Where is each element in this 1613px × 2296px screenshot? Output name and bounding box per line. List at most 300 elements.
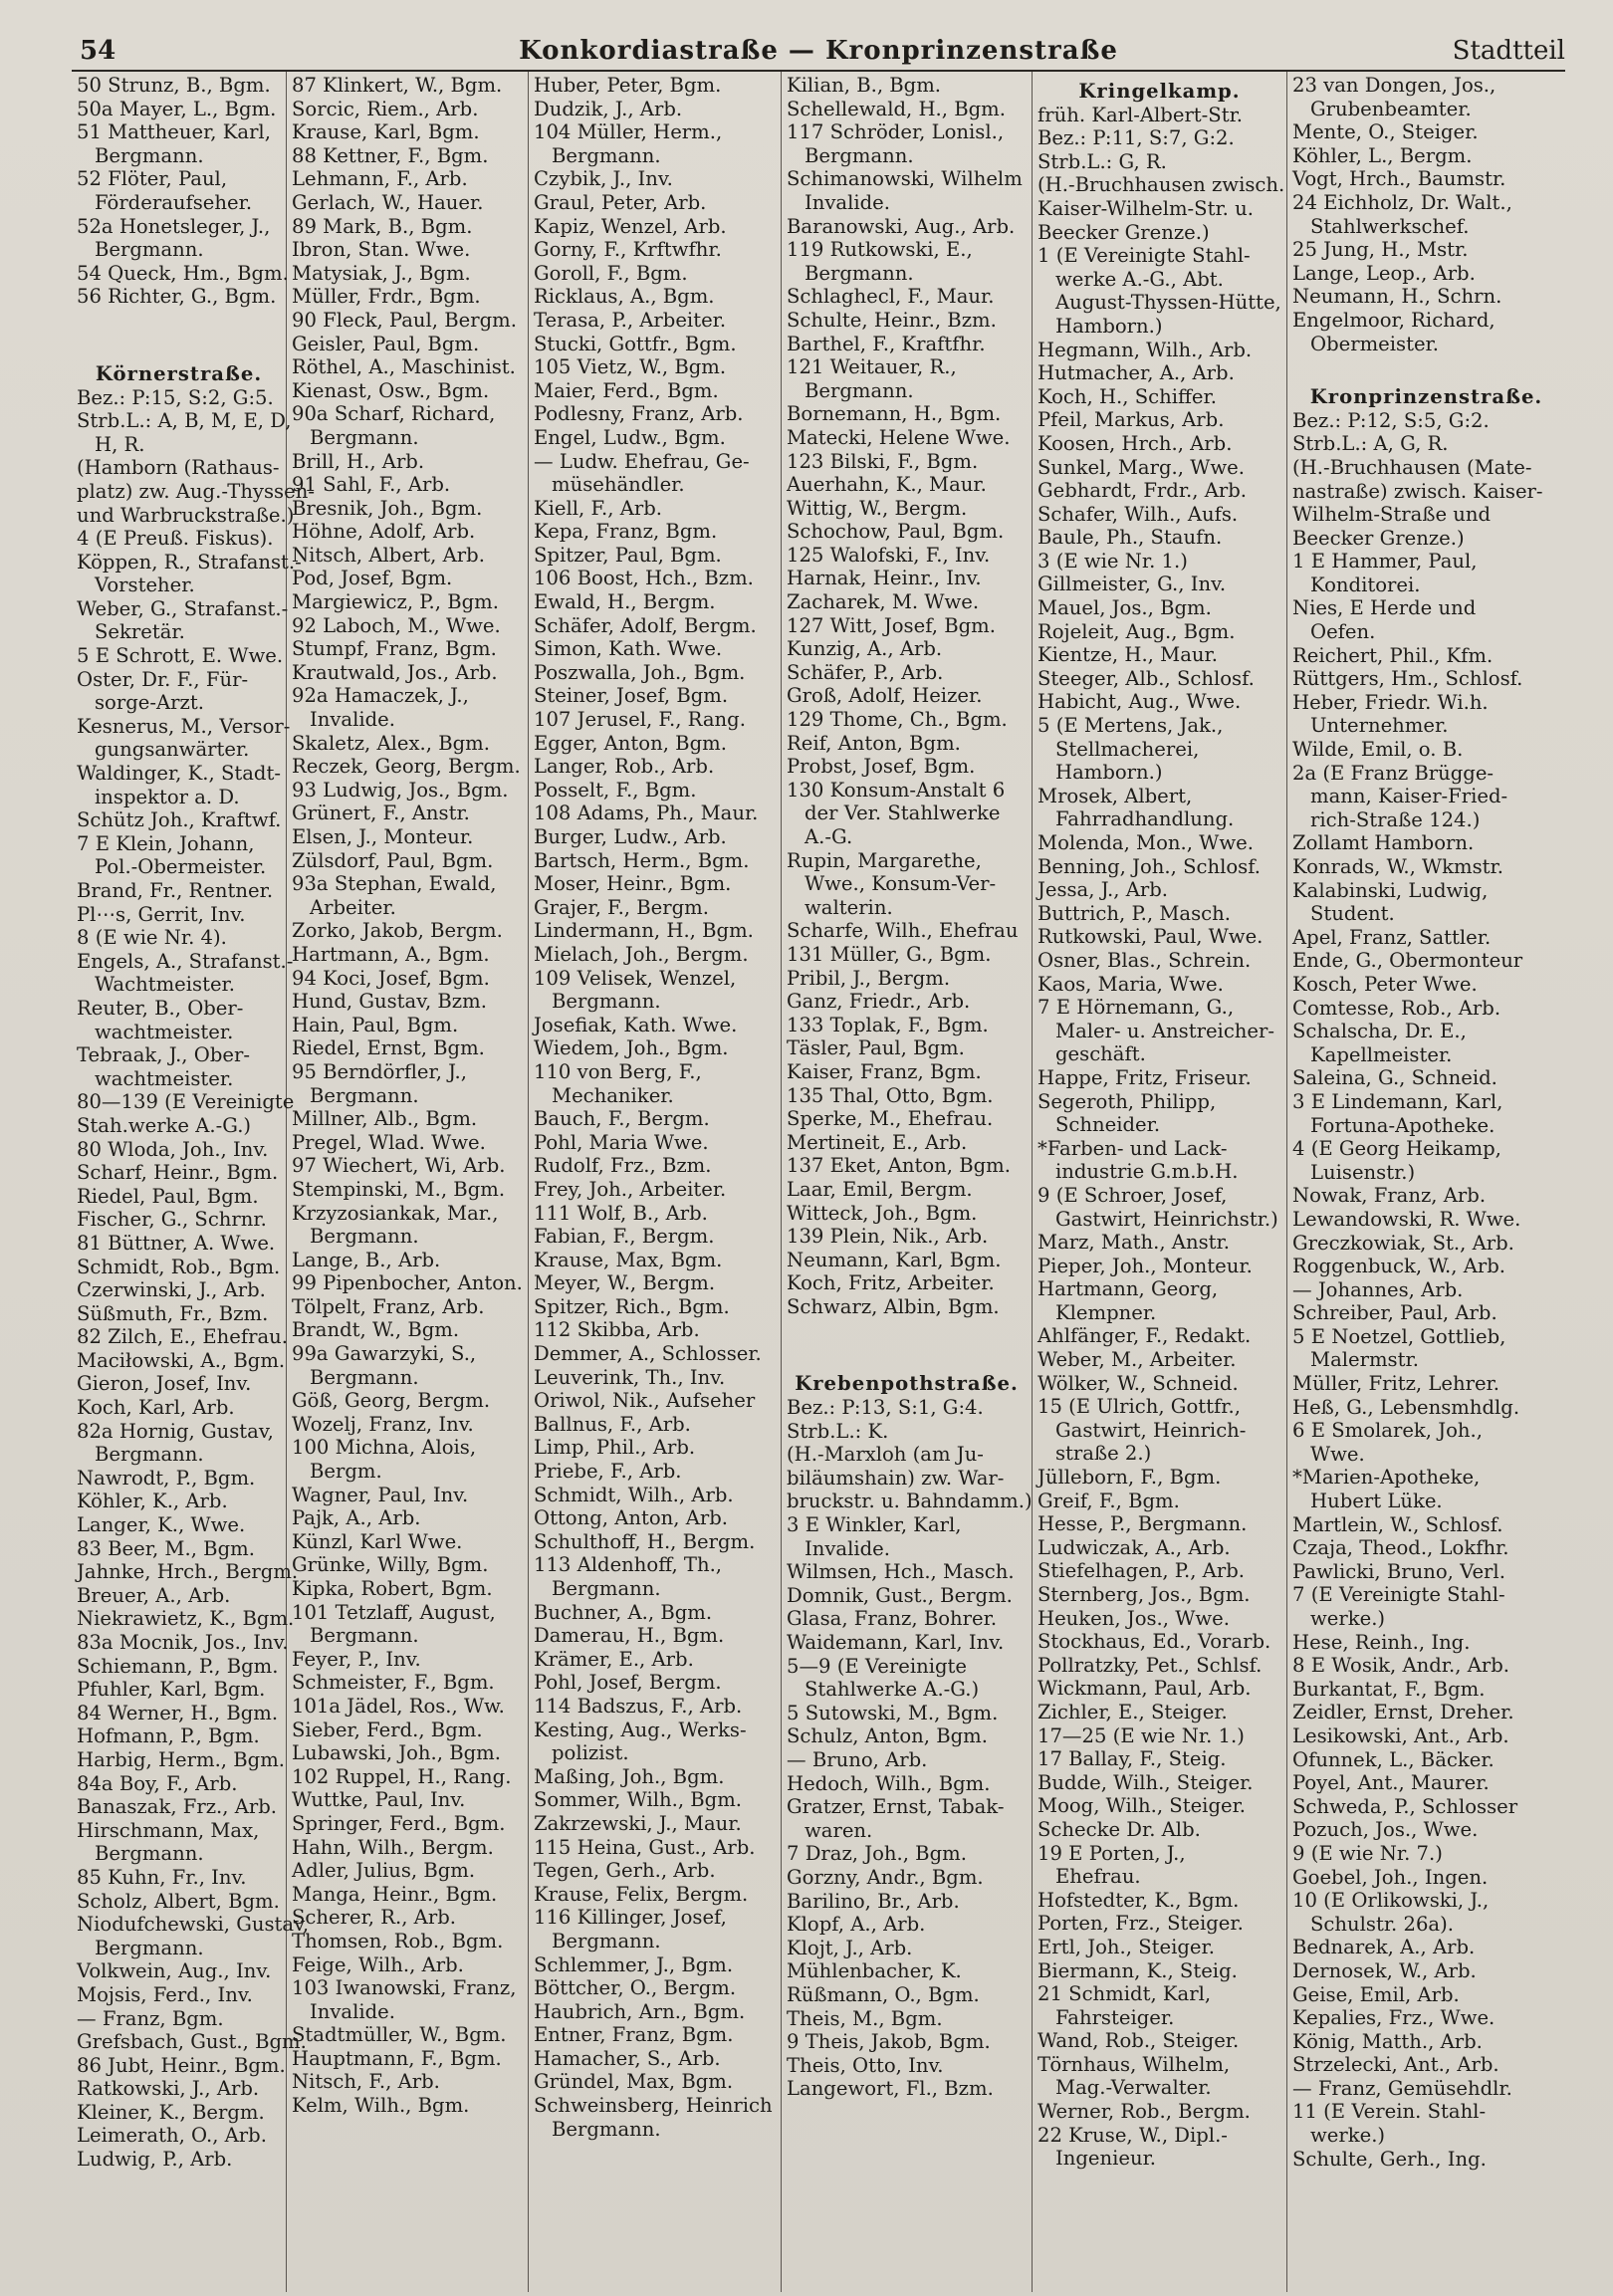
directory-entry: Ludwig, P., Arb.	[77, 2148, 233, 2172]
entry-continuation: Bergmann.	[95, 1443, 204, 1467]
directory-entry: Kiell, F., Arb.	[534, 496, 663, 520]
directory-entry: Krause, Felix, Bergm.	[534, 1882, 749, 1906]
directory-entry: Grajer, F., Bergm.	[534, 895, 709, 919]
directory-entry: Spitzer, Paul, Bgm.	[534, 543, 722, 567]
directory-entry: Kepalies, Frz., Wwe.	[1292, 2006, 1496, 2030]
directory-entry: Ottong, Anton, Arb.	[534, 1506, 729, 1530]
directory-entry: 127 Witt, Josef, Bgm.	[787, 613, 996, 637]
directory-entry: Geisler, Paul, Bgm.	[292, 332, 480, 355]
directory-entry: Meyer, W., Bergm.	[534, 1271, 716, 1295]
directory-entry: Heber, Friedr. Wi.h.	[1292, 690, 1489, 714]
directory-entry: Volkwein, Aug., Inv.	[77, 1959, 272, 1983]
directory-entry: Kunzig, A., Arb.	[787, 637, 943, 661]
directory-entry: früh. Karl-Albert-Str.	[1037, 103, 1244, 126]
directory-entry: Sommer, Wilh., Bgm.	[534, 1788, 743, 1812]
directory-entry: Schmidt, Rob., Bgm.	[77, 1255, 281, 1278]
directory-entry: 101 Tetzlaff, August,	[292, 1600, 496, 1624]
directory-entry: Priebe, F., Arb.	[534, 1460, 682, 1484]
entry-continuation: Bergmann.	[805, 378, 914, 402]
directory-entry: 129 Thome, Ch., Bgm.	[787, 708, 1008, 732]
directory-entry: 92a Hamaczek, J.,	[292, 684, 469, 708]
directory-entry: Schlaghecl, F., Maur.	[787, 285, 995, 309]
entry-continuation: Bergmann.	[805, 143, 914, 167]
directory-entry: Theis, Otto, Inv.	[787, 2053, 944, 2077]
directory-entry: Pfuhler, Karl, Bgm.	[77, 1678, 266, 1702]
directory-entry: 6 E Smolarek, Joh.,	[1292, 1419, 1483, 1443]
street-heading: Kringelkamp.	[1078, 80, 1241, 103]
directory-entry: Schmidt, Wilh., Arb.	[534, 1483, 734, 1506]
directory-entry: Harnak, Heinr., Inv.	[787, 567, 982, 590]
directory-entry: Pohl, Josef, Bergm.	[534, 1671, 722, 1695]
entry-continuation: wachtmeister.	[95, 1066, 234, 1090]
directory-entry: Porten, Frz., Steiger.	[1037, 1912, 1244, 1936]
directory-entry: Röthel, A., Maschinist.	[292, 355, 516, 379]
directory-entry: 91 Sahl, F., Arb.	[292, 473, 451, 497]
entry-continuation: A.-G.	[805, 825, 853, 848]
directory-entry: Koch, Karl, Arb.	[77, 1396, 235, 1420]
directory-entry: Podlesny, Franz, Arb.	[534, 402, 744, 426]
directory-entry: Hutmacher, A., Arb.	[1037, 361, 1235, 385]
directory-entry: 8 E Wosik, Andr., Arb.	[1292, 1654, 1509, 1678]
directory-entry: Scharfe, Wilh., Ehefrau	[787, 919, 1019, 943]
entry-continuation: Bergmann.	[95, 238, 204, 262]
directory-entry: Zollamt Hamborn.	[1292, 831, 1475, 855]
directory-entry: Kaiser, Franz, Bgm.	[787, 1059, 982, 1083]
directory-entry: 51 Mattheuer, Karl,	[77, 120, 271, 144]
directory-entry: Jülleborn, F., Bgm.	[1037, 1466, 1222, 1490]
directory-entry: 130 Konsum-Anstalt 6	[787, 778, 1006, 802]
directory-entry: Lindermann, H., Bgm.	[534, 919, 754, 943]
directory-entry: (H.-Bruchhausen zwisch.	[1037, 173, 1285, 197]
directory-entry: Saleina, G., Schneid.	[1292, 1066, 1498, 1090]
directory-entry: Schweinsberg, Heinrich	[534, 2094, 773, 2118]
directory-entry: Terasa, P., Arbeiter.	[534, 308, 727, 332]
directory-entry: Krause, Karl, Bgm.	[292, 120, 480, 144]
directory-entry: Wozelj, Franz, Inv.	[292, 1412, 474, 1436]
directory-entry: Grünert, F., Anstr.	[292, 802, 470, 825]
directory-entry: 85 Kuhn, Fr., Inv.	[77, 1865, 247, 1889]
entry-continuation: rich-Straße 124.)	[1310, 807, 1481, 831]
entry-continuation: August-Thyssen-Hütte,	[1055, 291, 1281, 315]
directory-entry: Witteck, Joh., Bgm.	[787, 1201, 978, 1225]
directory-entry: 93a Stephan, Ewald,	[292, 872, 497, 896]
directory-entry: 7 (E Vereinigte Stahl-	[1292, 1583, 1505, 1607]
entry-continuation: waren.	[805, 1818, 873, 1842]
directory-entry: 114 Badszus, F., Arb.	[534, 1694, 743, 1718]
directory-entry: 50 Strunz, B., Bgm.	[77, 74, 271, 97]
directory-entry: Ende, G., Obermonteur	[1292, 949, 1523, 973]
directory-entry: biläumshain) zw. War-	[787, 1466, 1005, 1490]
directory-entry: Barilino, Br., Arb.	[787, 1889, 960, 1913]
directory-entry: 89 Mark, B., Bgm.	[292, 214, 473, 238]
directory-entry: Happe, Fritz, Friseur.	[1037, 1065, 1252, 1089]
directory-entry: Bartsch, Herm., Bgm.	[534, 848, 750, 872]
directory-entry: Barthel, F., Kraftfhr.	[787, 332, 986, 355]
directory-columns	[72, 72, 1565, 2292]
directory-entry: Stiefelhagen, P., Arb.	[1037, 1559, 1245, 1583]
directory-entry: Köppen, R., Strafanst.-	[77, 550, 302, 574]
directory-entry: Schütz Joh., Kraftwf.	[77, 808, 282, 832]
directory-entry: Brandt, W., Bgm.	[292, 1318, 460, 1342]
directory-entry: Stockhaus, Ed., Vorarb.	[1037, 1630, 1271, 1654]
directory-entry: Frey, Joh., Arbeiter.	[534, 1177, 727, 1201]
directory-entry: Harbig, Herm., Bgm.	[77, 1747, 286, 1771]
directory-entry: Haubrich, Arn., Bgm.	[534, 1999, 746, 2023]
directory-entry: Böttcher, O., Bergm.	[534, 1976, 737, 2000]
directory-entry: Habicht, Aug., Wwe.	[1037, 690, 1242, 714]
directory-entry: Budde, Wilh., Steiger.	[1037, 1770, 1254, 1794]
directory-entry: Probst, Josef, Bgm.	[787, 755, 976, 779]
entry-continuation: Oefen.	[1310, 620, 1376, 644]
directory-entry: 135 Thal, Otto, Bgm.	[787, 1083, 994, 1107]
column-2	[287, 72, 529, 2292]
directory-entry: Krzyzosiankak, Mar.,	[292, 1201, 499, 1225]
directory-entry: Engelmoor, Richard,	[1292, 308, 1496, 332]
directory-entry: Reif, Anton, Bgm.	[787, 731, 961, 755]
directory-entry: Poszwalla, Joh., Bgm.	[534, 660, 746, 684]
directory-entry: Schellewald, H., Bgm.	[787, 97, 1006, 120]
directory-entry: 88 Kettner, F., Bgm.	[292, 143, 489, 167]
entry-continuation: Invalide.	[805, 190, 891, 214]
directory-entry: Ludwiczak, A., Arb.	[1037, 1535, 1231, 1559]
directory-entry: Pieper, Joh., Monteur.	[1037, 1254, 1253, 1277]
directory-entry: Koch, Fritz, Arbeiter.	[787, 1271, 995, 1295]
directory-entry: Weber, G., Strafanst.-	[77, 596, 289, 620]
directory-entry: Moog, Wilh., Steiger.	[1037, 1794, 1247, 1818]
directory-entry: Lesikowski, Ant., Arb.	[1292, 1723, 1509, 1747]
directory-entry: Kelm, Wilh., Bgm.	[292, 2094, 470, 2118]
directory-entry: Steiner, Josef, Bgm.	[534, 684, 729, 708]
entry-continuation: inspektor a. D.	[95, 785, 240, 808]
directory-entry: Damerau, H., Bgm.	[534, 1624, 725, 1648]
directory-entry: 87 Klinkert, W., Bgm.	[292, 74, 503, 97]
directory-entry: 23 van Dongen, Jos.,	[1292, 74, 1497, 97]
directory-entry: Hain, Paul, Bgm.	[292, 1013, 459, 1036]
entry-continuation: Stahlwerke A.-G.)	[805, 1678, 980, 1702]
entry-continuation: Ehefrau.	[1055, 1865, 1141, 1889]
directory-entry: Müller, Fritz, Lehrer.	[1292, 1372, 1499, 1396]
directory-entry: 3 (E wie Nr. 1.)	[1037, 549, 1188, 573]
directory-entry: Rutkowski, Paul, Wwe.	[1037, 925, 1264, 949]
spacer	[787, 1342, 1027, 1366]
directory-entry: Mente, O., Steiger.	[1292, 120, 1479, 144]
directory-entry: Pohl, Maria Wwe.	[534, 1130, 709, 1154]
directory-entry: Rüttgers, Hm., Schlosf.	[1292, 667, 1523, 691]
entry-continuation: Gastwirt, Heinrichstr.)	[1055, 1207, 1278, 1231]
directory-entry: Baranowski, Aug., Arb.	[787, 214, 1016, 238]
directory-entry: Lange, B., Arb.	[292, 1248, 441, 1271]
directory-entry: bruckstr. u. Bahndamm.)	[787, 1490, 1033, 1513]
directory-entry: Wiedem, Joh., Bgm.	[534, 1036, 729, 1060]
directory-entry: — Johannes, Arb.	[1292, 1277, 1464, 1301]
directory-entry: Bez.: P:13, S:1, G:4.	[787, 1396, 984, 1420]
directory-entry: 97 Wiechert, Wi, Arb.	[292, 1154, 506, 1178]
directory-entry: Weber, M., Arbeiter.	[1037, 1348, 1237, 1372]
directory-entry: Stempinski, M., Bgm.	[292, 1177, 506, 1201]
directory-entry: Stah.werke A.-G.)	[77, 1113, 252, 1137]
entry-continuation: Bergmann.	[552, 2117, 661, 2141]
directory-entry: Oster, Dr. F., Für-	[77, 667, 249, 691]
directory-entry: Ballnus, F., Arb.	[534, 1412, 691, 1436]
directory-entry: Wickmann, Paul, Arb.	[1037, 1677, 1252, 1701]
entry-continuation: Schneider.	[1055, 1113, 1161, 1137]
directory-entry: Hauptmann, F., Bgm.	[292, 2046, 502, 2070]
directory-entry: Bresnik, Joh., Bgm.	[292, 496, 483, 520]
directory-entry: Comtesse, Rob., Arb.	[1292, 996, 1501, 1020]
directory-entry: — Franz, Gemüsehdlr.	[1292, 2076, 1512, 2100]
entry-continuation: Pol.-Obermeister.	[95, 855, 267, 879]
directory-entry: (Hamborn (Rathaus-	[77, 456, 280, 480]
directory-entry: 80—139 (E Vereinigte	[77, 1090, 295, 1114]
directory-entry: Schmeister, F., Bgm.	[292, 1671, 495, 1695]
directory-entry: Nitsch, Albert, Arb.	[292, 543, 485, 567]
column-4	[782, 72, 1033, 2292]
street-heading: Kronprinzenstraße.	[1309, 385, 1543, 409]
directory-entry: Schulthoff, H., Bergm.	[534, 1529, 756, 1553]
directory-entry: (H.-Marxloh (am Ju-	[787, 1443, 984, 1467]
entry-continuation: Hubert Lüke.	[1310, 1490, 1443, 1513]
directory-entry: Kesnerus, M., Versor-	[77, 714, 291, 738]
directory-entry: Czaja, Theod., Lokfhr.	[1292, 1536, 1509, 1560]
directory-entry: Sieber, Ferd., Bgm.	[292, 1718, 483, 1741]
directory-entry: Törnhaus, Wilhelm,	[1037, 2052, 1231, 2076]
directory-entry: Posselt, F., Bgm.	[534, 778, 697, 802]
directory-entry: Hamacher, S., Arb.	[534, 2046, 721, 2070]
directory-entry: 3 E Winkler, Karl,	[787, 1513, 962, 1537]
spacer	[1292, 355, 1560, 379]
directory-entry: Strb.L.: G, R.	[1037, 149, 1167, 173]
directory-entry: Wagner, Paul, Inv.	[292, 1483, 469, 1506]
directory-entry: Czybik, J., Inv.	[534, 167, 673, 191]
entry-continuation: Vorsteher.	[95, 574, 195, 597]
entry-continuation: Förderaufseher.	[95, 190, 253, 214]
entry-continuation: Hamborn.)	[1055, 761, 1163, 785]
directory-entry: Koch, H., Schiffer.	[1037, 384, 1217, 408]
entry-continuation: Unternehmer.	[1310, 714, 1449, 738]
directory-entry: Ewald, H., Bergm.	[534, 590, 716, 614]
directory-entry: Hofstedter, K., Bgm.	[1037, 1888, 1240, 1912]
directory-entry: 83 Beer, M., Bgm.	[77, 1536, 255, 1560]
directory-entry: Schimanowski, Wilhelm	[787, 167, 1023, 191]
directory-entry: Pod, Josef, Bgm.	[292, 567, 453, 590]
directory-entry: Jessa, J., Arb.	[1037, 878, 1169, 902]
directory-entry: Burkantat, F., Bgm.	[1292, 1677, 1486, 1701]
directory-entry: Rudolf, Frz., Bzm.	[534, 1154, 712, 1178]
directory-entry: Simon, Kath. Wwe.	[534, 637, 723, 661]
directory-entry: Sternberg, Jos., Bgm.	[1037, 1583, 1251, 1606]
entry-continuation: Bergmann.	[310, 1624, 419, 1648]
directory-entry: Niodufchewski, Gustav,	[77, 1913, 310, 1937]
directory-entry: 92 Laboch, M., Wwe.	[292, 613, 501, 637]
entry-continuation: Bergmann.	[95, 143, 204, 167]
directory-entry: Gebhardt, Frdr., Arb.	[1037, 479, 1248, 503]
directory-entry: Bednarek, A., Arb.	[1292, 1936, 1476, 1959]
directory-entry: Kalabinski, Ludwig,	[1292, 878, 1489, 902]
directory-entry: Maßing, Joh., Bgm.	[534, 1764, 725, 1788]
directory-entry: Pozuch, Jos., Wwe.	[1292, 1818, 1479, 1842]
directory-entry: 84a Boy, F., Arb.	[77, 1771, 238, 1795]
directory-entry: Adler, Julius, Bgm.	[292, 1859, 476, 1883]
directory-entry: Klojt, J., Arb.	[787, 1936, 913, 1959]
directory-entry: Schulz, Anton, Bgm.	[787, 1724, 988, 1748]
directory-entry: 24 Eichholz, Dr. Walt.,	[1292, 190, 1512, 214]
directory-entry: Auerhahn, K., Maur.	[787, 473, 987, 497]
directory-entry: 106 Boost, Hch., Bzm.	[534, 567, 754, 590]
directory-entry: 137 Eket, Anton, Bgm.	[787, 1154, 1011, 1178]
directory-entry: 52a Honetsleger, J.,	[77, 214, 271, 238]
directory-entry: Kipka, Robert, Bgm.	[292, 1577, 493, 1600]
directory-entry: Kientze, H., Maur.	[1037, 643, 1218, 667]
directory-entry: 131 Müller, G., Bgm.	[787, 942, 992, 966]
entry-continuation: Bergmann.	[552, 1577, 661, 1600]
directory-entry: Sperke, M., Ehefrau.	[787, 1107, 994, 1131]
directory-entry: 117 Schröder, Lonisl.,	[787, 120, 1005, 144]
directory-entry: Kaos, Maria, Wwe.	[1037, 972, 1224, 996]
directory-entry: 17—25 (E wie Nr. 1.)	[1037, 1723, 1245, 1747]
directory-entry: Oriwol, Nik., Aufseher	[534, 1389, 756, 1413]
directory-entry: Zorko, Jakob, Bergm.	[292, 919, 503, 943]
directory-entry: Tegen, Gerh., Arb.	[534, 1859, 716, 1883]
directory-entry: Banaszak, Frz., Arb.	[77, 1795, 278, 1819]
directory-entry: Gratzer, Ernst, Tabak-	[787, 1795, 1005, 1819]
entry-continuation: Ingenieur.	[1055, 2147, 1157, 2171]
directory-entry: Bauch, F., Bergm.	[534, 1107, 710, 1131]
directory-entry: Groß, Adolf, Heizer.	[787, 684, 983, 708]
directory-entry: Müller, Frdr., Bgm.	[292, 285, 481, 309]
directory-entry: Feige, Wilh., Arb.	[292, 1952, 464, 1976]
directory-entry: Ertl, Joh., Steiger.	[1037, 1935, 1215, 1958]
entry-continuation: Fahrradhandlung.	[1055, 807, 1235, 831]
entry-continuation: Bergmann.	[310, 1365, 419, 1389]
directory-entry: Jahnke, Hrch., Bergm.	[77, 1560, 299, 1584]
directory-entry: Tebraak, J., Ober-	[77, 1043, 250, 1067]
directory-entry: Schochow, Paul, Bgm.	[787, 520, 1005, 544]
directory-entry: *Farben- und Lack-	[1037, 1136, 1228, 1160]
entry-continuation: sorge-Arzt.	[95, 691, 204, 715]
directory-entry: Mojsis, Ferd., Inv.	[77, 1982, 253, 2006]
entry-continuation: polizist.	[552, 1741, 629, 1765]
directory-entry: Schecke Dr. Alb.	[1037, 1817, 1201, 1841]
directory-entry: Kaiser-Wilhelm-Str. u.	[1037, 196, 1254, 220]
directory-entry: Grefsbach, Gust., Bgm.	[77, 2030, 307, 2054]
directory-entry: 113 Aldenhoff, Th.,	[534, 1553, 723, 1577]
directory-entry: Graul, Peter, Arb.	[534, 190, 707, 214]
directory-entry: Skaletz, Alex., Bgm.	[292, 731, 490, 755]
directory-entry: Bornemann, H., Bgm.	[787, 402, 1002, 426]
directory-entry: Nies, E Herde und	[1292, 596, 1477, 620]
directory-entry: Schalscha, Dr. E.,	[1292, 1020, 1467, 1043]
entry-continuation: Student.	[1310, 902, 1395, 926]
directory-entry: Wilhelm-Straße und	[1292, 503, 1492, 527]
directory-entry: Ofunnek, L., Bäcker.	[1292, 1747, 1495, 1771]
directory-entry: 139 Plein, Nik., Arb.	[787, 1225, 989, 1249]
directory-entry: Hahn, Wilh., Bergm.	[292, 1835, 494, 1859]
directory-entry: Stadtmüller, W., Bgm.	[292, 2023, 507, 2047]
entry-continuation: mann, Kaiser-Fried-	[1310, 785, 1508, 808]
directory-entry: 111 Wolf, B., Arb.	[534, 1201, 708, 1225]
directory-entry: Langer, Rob., Arb.	[534, 755, 715, 779]
directory-entry: Wand, Rob., Steiger.	[1037, 2029, 1240, 2053]
entry-continuation: Grubenbeamter.	[1310, 97, 1472, 120]
directory-entry: Martlein, W., Schlosf.	[1292, 1512, 1503, 1536]
directory-entry: Nitsch, F., Arb.	[292, 2070, 440, 2094]
street-heading: Körnerstraße.	[95, 361, 263, 385]
directory-entry: 1 (E Vereinigte Stahl-	[1037, 244, 1251, 268]
entry-continuation: Arbeiter.	[310, 895, 396, 919]
directory-entry: Göß, Georg, Bergm.	[292, 1389, 491, 1413]
directory-entry: Scharf, Heinr., Bgm.	[77, 1161, 279, 1185]
directory-entry: Hirschmann, Max,	[77, 1818, 260, 1842]
directory-entry: Tölpelt, Franz, Arb.	[292, 1294, 485, 1318]
directory-entry: Ahlfänger, F., Redakt.	[1037, 1324, 1252, 1348]
column-6	[1287, 72, 1565, 2292]
directory-entry: 1 E Hammer, Paul,	[1292, 550, 1478, 574]
directory-entry: Greif, F., Bgm.	[1037, 1489, 1180, 1512]
directory-entry: Goebel, Joh., Ingen.	[1292, 1865, 1489, 1889]
directory-entry: Gorzny, Andr., Bgm.	[787, 1865, 984, 1889]
street-heading: Krebenpothstraße.	[795, 1372, 1019, 1396]
entry-continuation: geschäft.	[1055, 1042, 1146, 1066]
directory-entry: Neumann, H., Schrn.	[1292, 285, 1502, 309]
directory-entry: Rupin, Margarethe,	[787, 848, 982, 872]
directory-entry: Künzl, Karl Wwe.	[292, 1529, 463, 1553]
page-title: Konkordiastraße — Kronprinzenstraße	[519, 36, 1118, 66]
directory-entry: 22 Kruse, W., Dipl.-	[1037, 2123, 1228, 2147]
directory-entry: Manga, Heinr., Bgm.	[292, 1882, 498, 1906]
directory-entry: Zakrzewski, J., Maur.	[534, 1811, 742, 1835]
directory-entry: 94 Koci, Josef, Bgm.	[292, 966, 490, 990]
column-1	[72, 72, 315, 2292]
entry-continuation: industrie G.m.b.H.	[1055, 1160, 1239, 1184]
directory-entry: Dudzik, J., Arb.	[534, 97, 683, 120]
directory-entry: Köhler, K., Arb.	[77, 1490, 228, 1513]
directory-entry: Elsen, J., Monteur.	[292, 825, 474, 848]
directory-entry: 116 Killinger, Josef,	[534, 1906, 727, 1930]
directory-entry: Domnik, Gust., Bergm.	[787, 1583, 1013, 1607]
directory-entry: Sorcic, Riem., Arb.	[292, 97, 479, 120]
directory-entry: Riedel, Ernst, Bgm.	[292, 1036, 485, 1060]
directory-entry: 102 Ruppel, H., Rang.	[292, 1764, 512, 1788]
directory-entry: Wittig, W., Bergm.	[787, 496, 968, 520]
directory-entry: 19 E Porten, J.,	[1037, 1841, 1186, 1865]
directory-entry: Matysiak, J., Bgm.	[292, 261, 471, 285]
directory-entry: 105 Vietz, W., Bgm.	[534, 355, 727, 379]
entry-continuation: Fortuna-Apotheke.	[1310, 1113, 1496, 1137]
district-label: Stadtteil	[1452, 36, 1565, 66]
directory-entry: Hartmann, A., Bgm.	[292, 942, 490, 966]
entry-continuation: werke.)	[1310, 2124, 1386, 2148]
directory-entry: Laar, Emil, Bergm.	[787, 1177, 973, 1201]
directory-entry: Pfeil, Markus, Arb.	[1037, 408, 1225, 432]
directory-entry: Hofmann, P., Bgm.	[77, 1724, 260, 1748]
directory-entry: Schäfer, P., Arb.	[787, 660, 944, 684]
directory-entry: Fabian, F., Bergm.	[534, 1225, 715, 1249]
directory-entry: Hedoch, Wilh., Bgm.	[787, 1771, 991, 1795]
directory-entry: Hegmann, Wilh., Arb.	[1037, 338, 1253, 361]
directory-entry: 5 E Noetzel, Gottlieb,	[1292, 1324, 1506, 1348]
directory-entry: 5 E Schrott, E. Wwe.	[77, 644, 284, 668]
directory-entry: Strb.L.: A, G, R.	[1292, 432, 1449, 456]
directory-entry: Maier, Ferd., Bgm.	[534, 378, 719, 402]
directory-entry: 133 Toplak, F., Bgm.	[787, 1013, 989, 1036]
entry-continuation: Mag.-Verwalter.	[1055, 2076, 1212, 2100]
directory-entry: Osner, Blas., Schrein.	[1037, 948, 1252, 972]
entry-continuation: Malermstr.	[1310, 1348, 1419, 1372]
directory-entry: Josefiak, Kath. Wwe.	[534, 1013, 738, 1036]
directory-entry: 9 Theis, Jakob, Bgm.	[787, 2030, 991, 2054]
directory-entry: 4 (E Georg Heikamp,	[1292, 1137, 1501, 1161]
directory-entry: 100 Michna, Alois,	[292, 1436, 477, 1460]
